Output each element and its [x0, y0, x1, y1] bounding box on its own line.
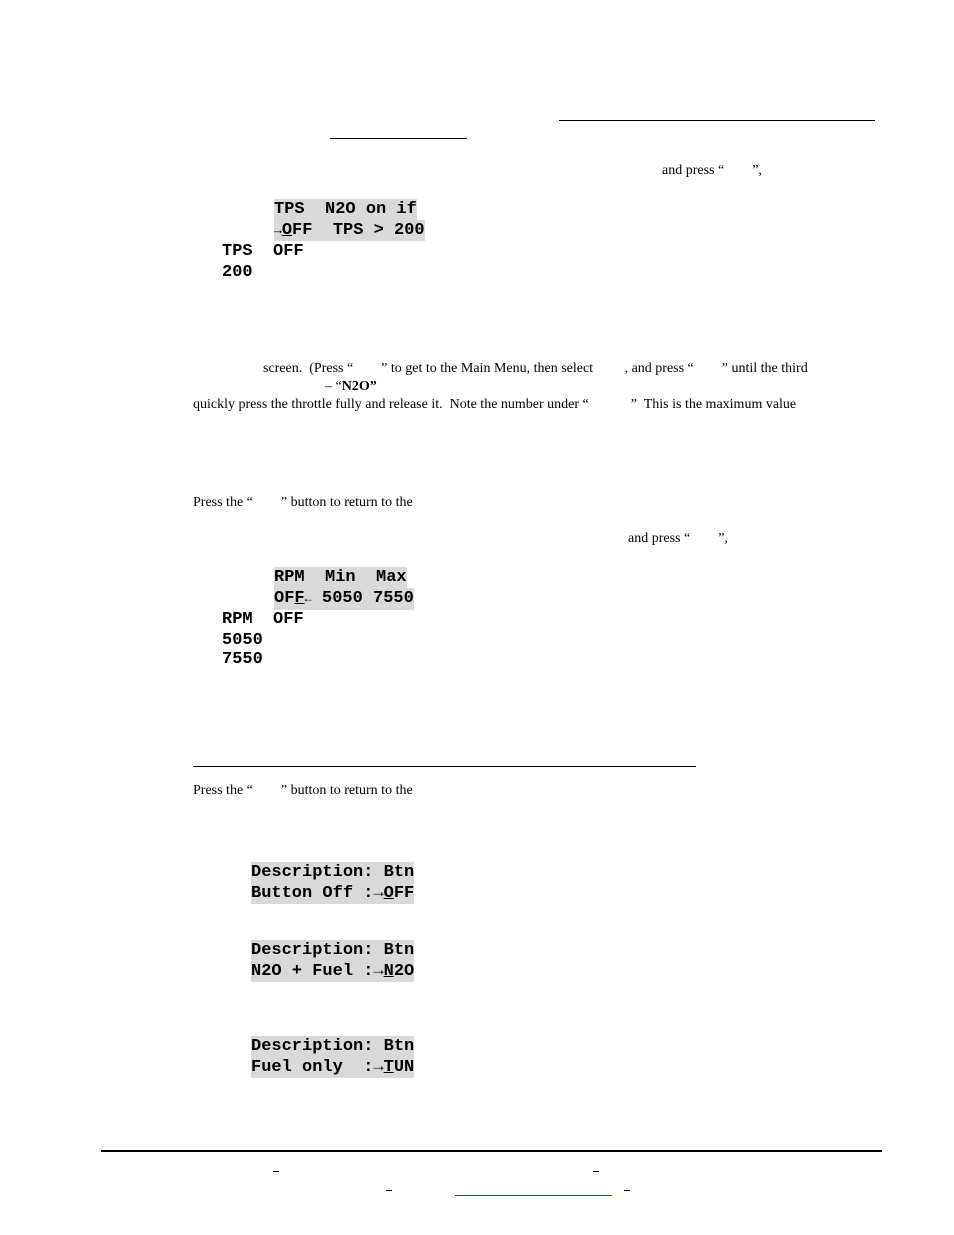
lcd-tps-line2: →OFF TPS > 200 [274, 221, 425, 240]
press-return-text: Press the “ ” button to return to the [193, 495, 413, 510]
footer-dash [273, 1171, 279, 1172]
left-arrow-icon: ← [304, 592, 312, 606]
paragraph-line: screen. (Press “ ” to get to the Main Menu, then select , and press “ ” until the third [263, 361, 808, 376]
setting-item: RPM OFF [222, 610, 304, 629]
section-underline [193, 766, 696, 767]
press-return-text: Press the “ ” button to return to the [193, 783, 413, 798]
instruction-and-press: and press “ ”, [628, 531, 728, 546]
lcd-cursor: O [383, 884, 394, 903]
instruction-and-press: and press “ ”, [662, 163, 762, 178]
heading-underline-2 [330, 138, 467, 139]
setting-item: 200 [222, 263, 253, 282]
lcd-fuel-only-line2: Fuel only :→TUN [251, 1058, 415, 1077]
lcd-n2o-fuel-line1: Description: Btn [251, 941, 415, 960]
lcd-cursor: F [294, 589, 305, 608]
lcd-n2o-fuel-line2: N2O + Fuel :→N2O [251, 962, 415, 981]
footer-dash [593, 1171, 599, 1172]
setting-item: 7550 [222, 650, 263, 669]
setting-item: TPS OFF [222, 242, 304, 261]
lcd-rpm-line2: OFF← 5050 7550 [274, 589, 414, 608]
lcd-cursor: N [383, 962, 394, 981]
right-arrow-icon: → [274, 223, 282, 238]
paragraph-line: quickly press the throttle fully and release it. Note the number under “ ” This is the maximum value [193, 397, 797, 412]
setting-item: 5050 [222, 631, 263, 650]
footer-dash [624, 1190, 630, 1191]
footer-rule [101, 1150, 882, 1152]
footer-link[interactable] [455, 1195, 612, 1196]
footer-dash [386, 1190, 392, 1191]
lcd-cursor: T [383, 1058, 394, 1077]
lcd-fuel-only-line1: Description: Btn [251, 1037, 415, 1056]
lcd-rpm-line1: RPM Min Max [274, 568, 407, 587]
lcd-button-off-line1: Description: Btn [251, 863, 415, 882]
lcd-tps-line1: TPS N2O on if [274, 200, 417, 219]
paragraph-line: – “N2O” [325, 379, 377, 394]
lcd-cursor: O [281, 221, 293, 240]
heading-underline [559, 120, 875, 121]
lcd-button-off-line2: Button Off :→OFF [251, 884, 415, 903]
